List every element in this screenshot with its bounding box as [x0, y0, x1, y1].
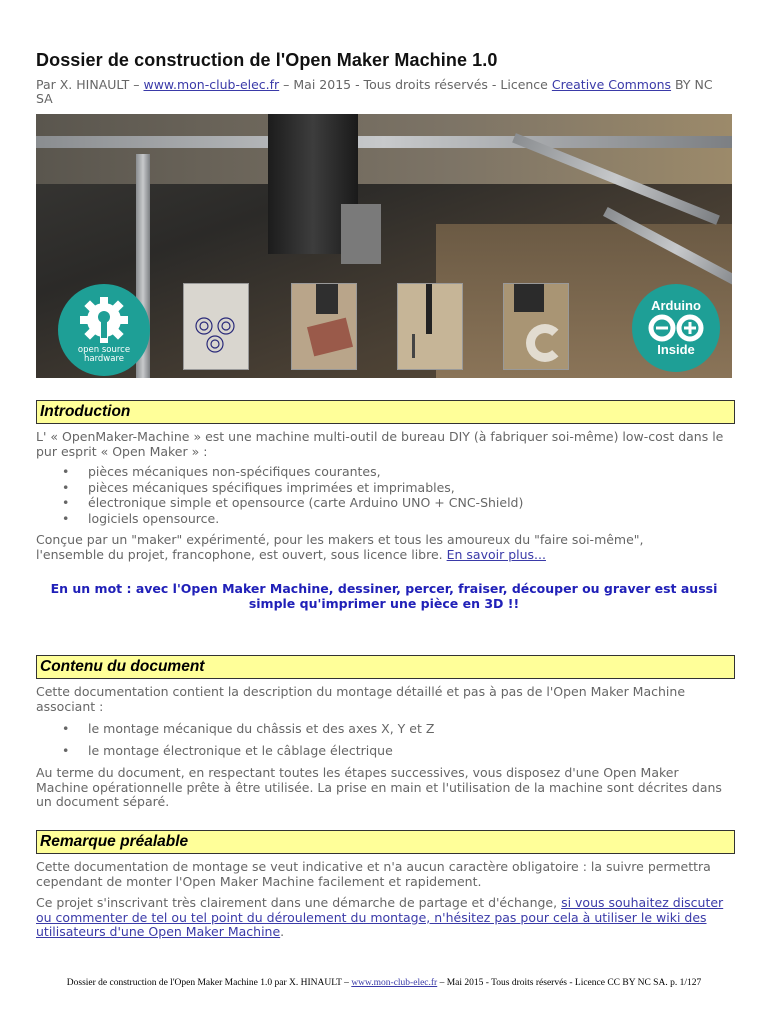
- remarque-paragraph-2: Ce projet s'inscrivant très clairement dans une démarche de partage et d'échange, si vous souhaitez discuter ou commenter de tel ou tel point du déroulement du montage, n'hésitez pas pour cela à utiliser le wiki des utilisateurs d'une Open Maker Machine.: [36, 895, 724, 939]
- byline: [36, 78, 732, 106]
- intro-paragraph-2: Conçue par un "maker" expérimenté, pour les makers et tous les amoureux du "faire soi-même", l'ensemble du projet, francophone, est ouvert, sous licence libre. En savoir plus...: [36, 532, 644, 562]
- open-source-label: open source: [77, 345, 131, 355]
- tagline: En un mot : avec l'Open Maker Machine, dessiner, percer, fraiser, découper ou graver est aussi simple qu'imprimer une pièce en 3D !!: [50, 581, 718, 611]
- hero-image: [36, 114, 732, 378]
- page-footer: Dossier de construction de l'Open Maker Machine 1.0 par X. HINAULT – www.mon-club-elec.fr – Mai 2015 - Tous droits réservés - Licence CC BY NC SA. p. 1/127: [66, 978, 702, 988]
- creative-commons-link[interactable]: Creative Commons: [551, 77, 672, 92]
- footer-site-link[interactable]: www.mon-club-elec.fr: [351, 978, 438, 988]
- byline-mid: – Mai 2015 - Tous droits réservés - Licence: [279, 77, 552, 92]
- thumbnail-pcb-milling: [291, 283, 357, 370]
- gear-keyhole-icon: [78, 296, 130, 344]
- arduino-label: Arduino: [651, 298, 701, 313]
- inside-label: Inside: [657, 342, 695, 357]
- intro-paragraph: L' « OpenMaker-Machine » est une machine multi-outil de bureau DIY (à fabriquer soi-même) low-cost dans le pur esprit « Open Maker » :: [36, 429, 724, 459]
- site-link[interactable]: www.mon-club-elec.fr: [143, 77, 280, 92]
- byline-suffix: BY NC SA: [36, 77, 713, 106]
- section-heading-contenu: Contenu du document: [36, 655, 735, 679]
- thumbnail-drawing: [183, 283, 249, 370]
- en-savoir-plus-link[interactable]: En savoir plus...: [446, 546, 546, 562]
- section-heading-introduction: Introduction: [36, 400, 735, 424]
- hardware-label: hardware: [83, 354, 125, 364]
- thumbnail-drilling: [397, 283, 463, 370]
- byline-prefix: Par X. HINAULT –: [36, 77, 144, 92]
- open-source-hardware-badge: [58, 284, 150, 376]
- page-title: Dossier de construction de l'Open Maker Machine 1.0: [36, 50, 498, 70]
- section-heading-remarque: Remarque préalable: [36, 830, 735, 854]
- arduino-inside-badge: [632, 284, 720, 372]
- remarque-paragraph: Cette documentation de montage se veut indicative et n'a aucun caractère obligatoire : la suivre permettra cependant de monter l'Open Maker Machine facilement et rapidement.: [36, 859, 711, 889]
- thumbnail-cutting: [503, 283, 569, 370]
- contenu-paragraph-2: Au terme du document, en respectant toutes les étapes successives, vous disposez d'une Open Maker Machine opérationnelle prête à être utilisée. La prise en main et l'utilisation de la machine sont décrites dans un document séparé.: [36, 765, 722, 809]
- contenu-paragraph: Cette documentation contient la description du montage détaillé et pas à pas de l'Open Maker Machine associant :: [36, 684, 686, 714]
- wiki-link[interactable]: si vous souhaitez discuter ou commenter de tel ou tel point du déroulement du montage, n'hésitez pas pour cela à utiliser le wiki des utilisateurs d'une Open Maker Machine: [36, 895, 724, 939]
- arduino-infinity-icon: [645, 313, 707, 343]
